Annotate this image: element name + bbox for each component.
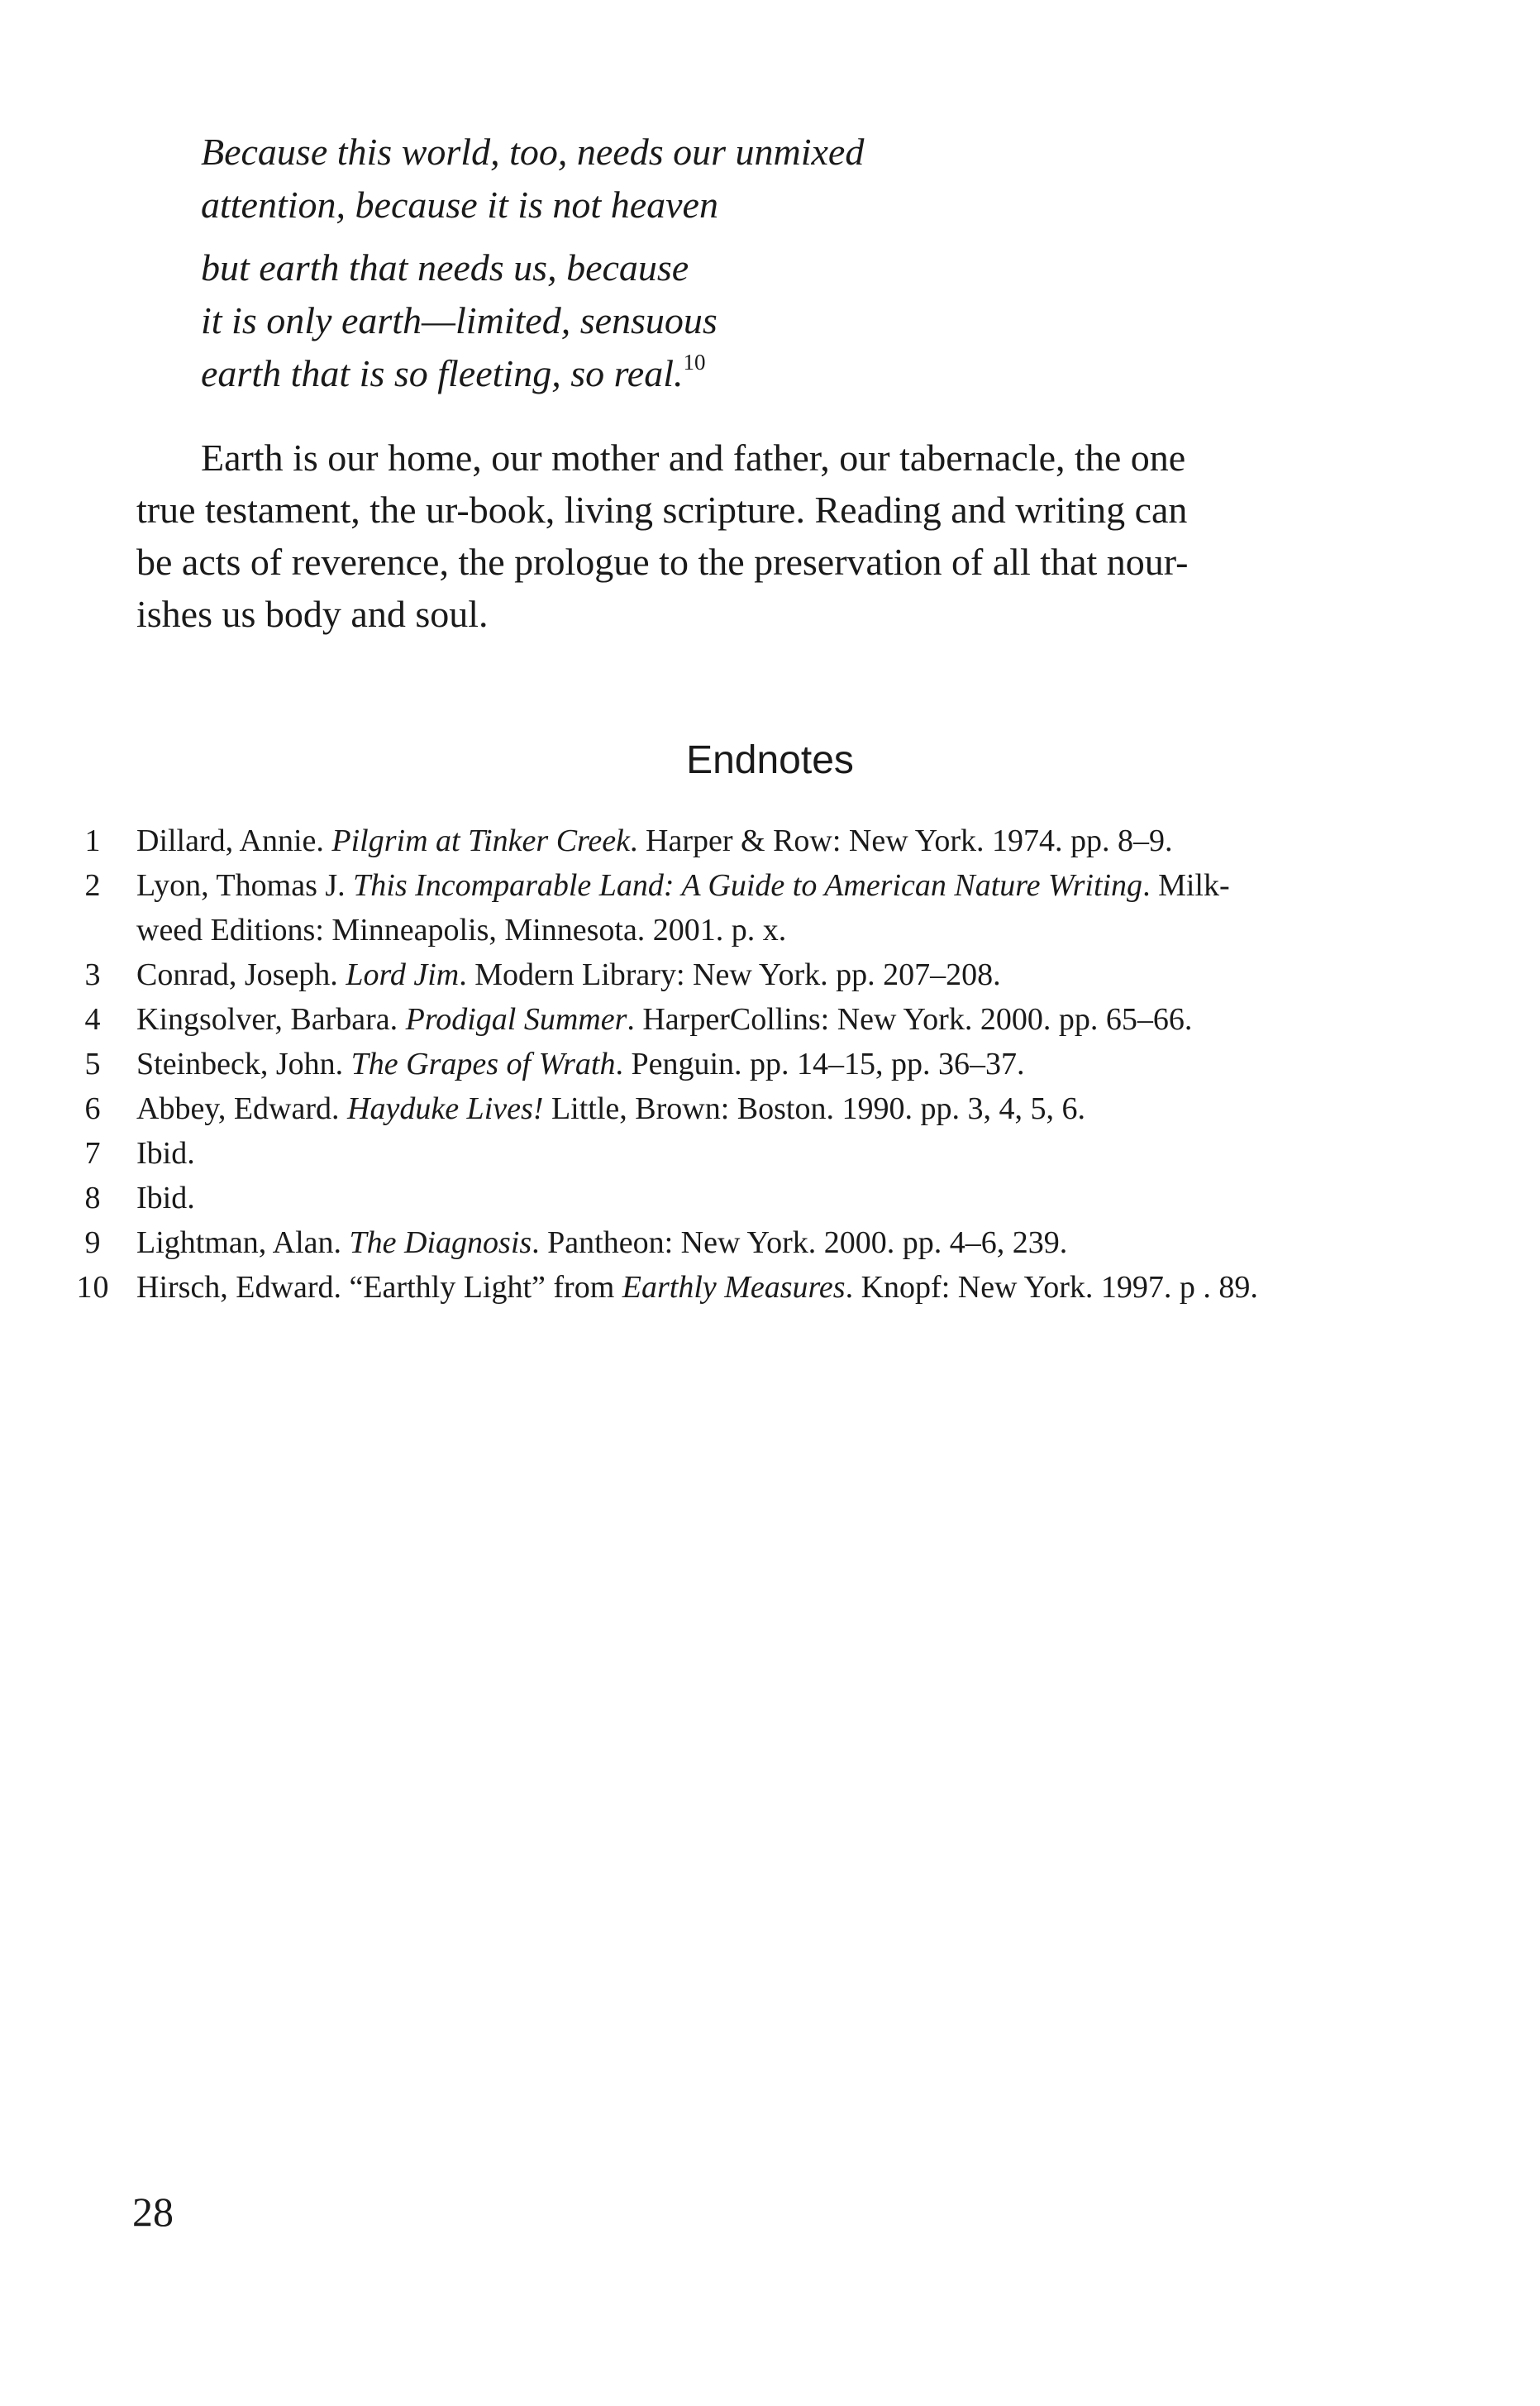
body-paragraph: [136, 432, 1335, 640]
endnote-title: Lord Jim: [346, 957, 460, 992]
poem-line: but earth that needs us, because: [201, 246, 689, 289]
endnote-text: [136, 997, 1339, 1042]
endnote-publication: . HarperCollins: New York. 2000. pp. 65–66.: [627, 1002, 1193, 1037]
endnote-text: [136, 1086, 1339, 1131]
endnote-publication: . Harper & Row: New York. 1974. pp. 8–9.: [630, 823, 1173, 858]
poem-line: Because this world, too, needs our unmixed: [201, 131, 865, 173]
endnote-number: 7: [84, 1136, 102, 1171]
endnote-number: 2: [84, 868, 102, 903]
endnote-author: Lyon, Thomas J.: [136, 868, 354, 903]
endnote-item: [50, 1176, 1339, 1220]
endnote-number: 3: [84, 957, 102, 992]
endnotes-list: [50, 819, 1339, 1310]
endnote-text: [136, 1131, 1339, 1176]
endnote-author: Lightman, Alan.: [136, 1225, 350, 1260]
paragraph-line: ishes us body and soul.: [136, 593, 489, 635]
endnote-item: [50, 1086, 1339, 1131]
endnote-text: [136, 1176, 1339, 1220]
endnote-text: [136, 1042, 1339, 1086]
endnote-number: 8: [84, 1181, 102, 1215]
endnote-item: [50, 1131, 1339, 1176]
endnote-item: [50, 1265, 1339, 1310]
poem-line-text: earth that is so fleeting, so real.: [201, 352, 684, 394]
poem-line: attention, because it is not heaven: [201, 184, 718, 226]
endnote-author: Abbey, Edward.: [136, 1091, 348, 1126]
endnote-item: [50, 819, 1339, 863]
endnotes-heading: Endnotes: [686, 738, 854, 782]
endnote-author: Dillard, Annie.: [136, 823, 332, 858]
endnote-author: Ibid.: [136, 1136, 195, 1171]
endnote-title: Pilgrim at Tinker Creek: [331, 823, 631, 858]
endnote-publication: . Pantheon: New York. 2000. pp. 4–6, 239.: [532, 1225, 1068, 1260]
poem-line: it is only earth—limited, sensuous: [201, 299, 718, 341]
endnote-author: Hirsch, Edward. “Earthly Light” from: [136, 1270, 622, 1305]
page-number: 28: [132, 2189, 174, 2235]
endnote-title: This Incomparable Land: A Guide to American Nature Writing: [353, 868, 1143, 903]
endnote-text: [136, 1265, 1339, 1310]
endnote-author: Kingsolver, Barbara.: [136, 1002, 406, 1037]
poem-quote: [201, 126, 1275, 400]
endnote-item: [50, 997, 1339, 1042]
endnote-publication: . Knopf: New York. 1997. p . 89.: [845, 1270, 1258, 1305]
endnote-item: [50, 863, 1339, 952]
endnote-publication: . Milk-: [1142, 868, 1230, 903]
endnote-number: 10: [76, 1270, 110, 1305]
endnote-number: 4: [84, 1002, 102, 1037]
endnote-author: Steinbeck, John.: [136, 1047, 351, 1081]
paragraph-line: true testament, the ur-book, living scripture. Reading and writing can: [136, 489, 1188, 531]
endnote-author: Ibid.: [136, 1181, 195, 1215]
paragraph-line: Earth is our home, our mother and father, our tabernacle, the one: [201, 437, 1186, 479]
endnote-text: [136, 819, 1339, 863]
footnote-reference: 10: [683, 350, 706, 375]
endnote-item: [50, 952, 1339, 997]
endnote-publication: Little, Brown: Boston. 1990. pp. 3, 4, 5, 6.: [543, 1091, 1085, 1126]
endnote-number: 6: [84, 1091, 102, 1126]
endnote-title: Prodigal Summer: [405, 1002, 627, 1037]
endnote-text: [136, 863, 1339, 952]
endnote-number: 9: [84, 1225, 102, 1260]
endnote-publication: . Penguin. pp. 14–15, pp. 36–37.: [615, 1047, 1025, 1081]
poem-line: [201, 347, 1275, 400]
endnote-continuation: weed Editions: Minneapolis, Minnesota. 2001. p. x.: [136, 913, 787, 948]
endnote-text: [136, 952, 1339, 997]
endnote-item: [50, 1042, 1339, 1086]
endnote-publication: . Modern Library: New York. pp. 207–208.: [459, 957, 1001, 992]
endnote-title: Hayduke Lives!: [347, 1091, 544, 1126]
endnote-number: 1: [84, 823, 102, 858]
paragraph-line: be acts of reverence, the prologue to the preservation of all that nour-: [136, 541, 1189, 583]
endnote-title: The Grapes of Wrath: [350, 1047, 616, 1081]
endnote-text: [136, 1220, 1339, 1265]
endnote-number: 5: [84, 1047, 102, 1081]
endnote-author: Conrad, Joseph.: [136, 957, 346, 992]
endnote-title: Earthly Measures: [622, 1270, 846, 1305]
endnote-title: The Diagnosis: [349, 1225, 532, 1260]
endnote-item: [50, 1220, 1339, 1265]
